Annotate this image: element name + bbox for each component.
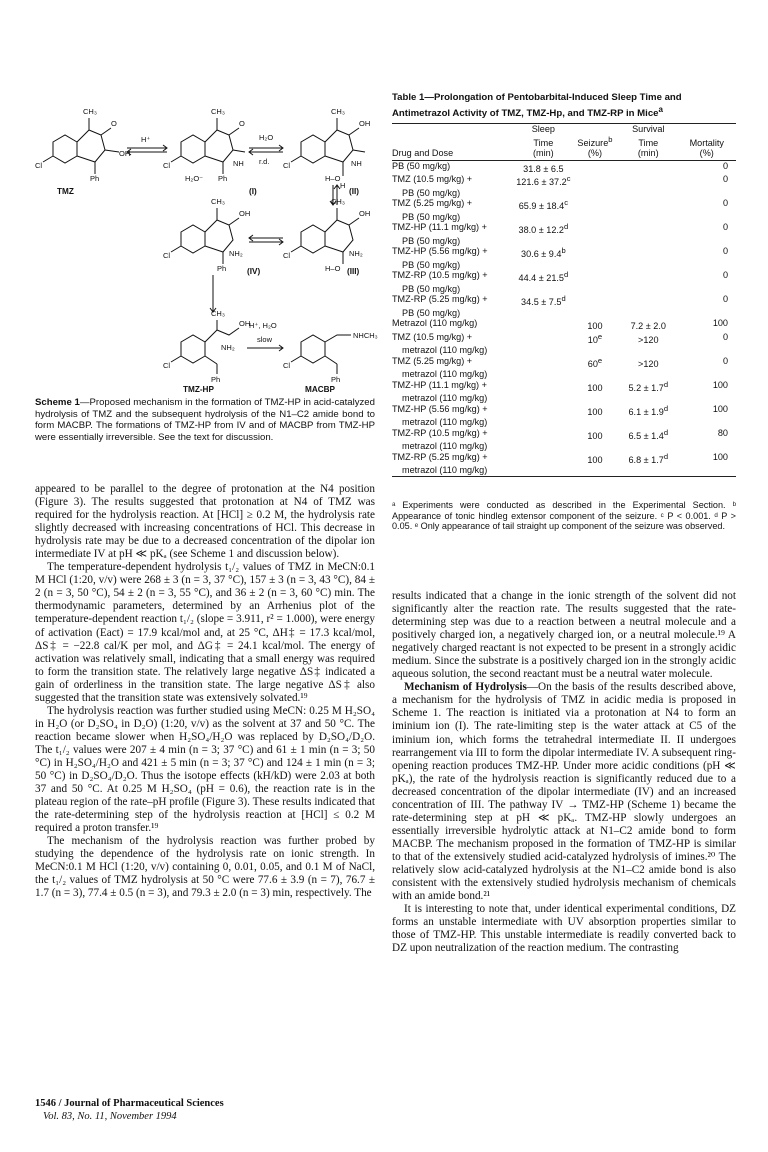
cell-survival-time: >120: [638, 358, 659, 369]
label-ch3: CH₃: [331, 197, 345, 206]
label-nh: NH: [233, 159, 244, 168]
label-ph: Ph: [90, 174, 100, 183]
table-row: [392, 160, 736, 174]
cell-seizure: 100: [587, 454, 603, 465]
cell-empty: [678, 441, 737, 452]
cell-empty: [619, 393, 677, 404]
cell-empty: [619, 441, 677, 452]
cell-drug-continuation: metrazol (110 mg/kg): [402, 369, 488, 380]
cell-empty: [619, 236, 677, 247]
reaction-arrows: [127, 145, 340, 351]
label-ch3: CH₃: [211, 309, 225, 318]
label-oh: OH: [119, 149, 131, 158]
cell-drug-continuation: PB (50 mg/kg): [402, 283, 461, 294]
label-oh: OH: [239, 209, 251, 218]
cell-drug: TMZ-HP (11.1 mg/kg) +: [392, 379, 487, 390]
cell-drug-continuation: PB (50 mg/kg): [402, 259, 461, 270]
cell-sleep-time: [516, 380, 571, 394]
cell-drug: TMZ (5.25 mg/kg) +: [392, 198, 473, 209]
header-mortality-1: Mortality: [689, 137, 724, 148]
cell-seizure: 100: [587, 430, 603, 441]
label-oh: OH: [239, 319, 251, 328]
table-row-continuation: [392, 284, 736, 295]
label-intermediate-ii: (II): [349, 187, 360, 196]
cell-empty: [516, 345, 571, 356]
label-cl: Cl: [35, 161, 43, 170]
header-spacer: [392, 124, 516, 135]
cell-drug: TMZ (10.5 mg/kg) +: [392, 331, 473, 342]
label-nh2: NH₂: [229, 249, 243, 258]
tmz-structure: [43, 118, 119, 174]
label-ch3: CH₃: [331, 107, 345, 116]
cell-survival-time: [619, 222, 677, 236]
cell-empty: [571, 188, 619, 199]
cell-seizure: [571, 222, 619, 236]
cell-mortality: 0: [722, 246, 728, 257]
scheme-caption-text: —Proposed mechanism in the formation of TMZ-HP in acid-catalyzed hydrolysis of TMZ and the subsequent hydrolysis of the N1–C2 amide bond to form MACBP. The formations of TMZ-HP from IV and of MACBP from TMZ-HP were essentially irreversible. See the text for discussion.: [35, 397, 375, 443]
cell-seizure: 100: [587, 321, 603, 332]
cell-sleep-time: [516, 332, 571, 346]
table-row: [392, 356, 736, 370]
cell-empty: [619, 188, 677, 199]
cell-drug: Metrazol (110 mg/kg): [392, 318, 478, 329]
cell-survival-time: [619, 294, 677, 308]
cell-drug: TMZ-RP (10.5 mg/kg) +: [392, 427, 488, 438]
footer-volume: Vol. 83, No. 11, November 1994: [43, 1111, 177, 1122]
scheme-caption: [35, 397, 375, 443]
label-intermediate-iii: (III): [347, 267, 360, 276]
cell-empty: [678, 284, 737, 295]
cell-seizure: [571, 246, 619, 260]
label-nhch3: NHCH₃: [353, 331, 378, 340]
label-nh2: NH₂: [221, 343, 235, 352]
label-macbp: MACBP: [305, 385, 336, 394]
table-row: [392, 318, 736, 332]
label-ho: H–O: [325, 264, 341, 273]
cell-seizure: 100: [587, 382, 603, 393]
cell-drug: PB (50 mg/kg): [392, 160, 451, 171]
table-footnote: ᵃ Experiments were conducted as described in the Experimental Section. ᵇ Appearance of tonic hindleg extensor component of the seizure. ᶜ P < 0.001. ᵈ P > 0.05. ᵉ Only appearance of tail straight up component of the seizure was observed.: [392, 500, 736, 532]
cell-empty: [678, 308, 737, 319]
footer-journal: 1546 / Journal of Pharmaceutical Sciences: [35, 1098, 224, 1109]
table-row-continuation: [392, 212, 736, 223]
label-ch3: CH₃: [83, 107, 97, 116]
header-survival: Survival: [619, 124, 677, 135]
table-row: [392, 198, 736, 212]
cell-empty: [571, 284, 619, 295]
cell-empty: [678, 188, 737, 199]
cell-drug-continuation: PB (50 mg/kg): [402, 235, 461, 246]
cell-survival-time: 6.5 ± 1.4$^d$: [628, 427, 669, 441]
label-ph: Ph: [211, 375, 221, 384]
label-nh: NH: [351, 159, 362, 168]
table-row: [392, 380, 736, 394]
cell-drug: TMZ-HP (11.1 mg/kg) +: [392, 222, 487, 233]
cell-drug-continuation: metrazol (110 mg/kg): [402, 393, 488, 404]
table-row-continuation: [392, 188, 736, 199]
table-row: [392, 452, 736, 466]
table-row: [392, 294, 736, 308]
cell-empty: [516, 260, 571, 271]
cell-seizure: 10e: [587, 331, 603, 345]
cell-drug-continuation: metrazol (110 mg/kg): [402, 441, 488, 452]
cell-empty: [571, 369, 619, 380]
cell-drug: TMZ-HP (5.56 mg/kg) +: [392, 403, 488, 414]
paragraph-text: —On the basis of the results described above, a mechanism for the hydrolysis of TMZ in acidic media is proposed in Scheme 1. The reaction is initiated via a protonation at N4 to form an iminium ion (I). The rate-limiting step is the water attack at C5 of the iminium ion, which forms the tetrahedral intermediate II. II undergoes rearrangement via III to form the dipolar intermediate IV. A subsequent ring-opening reaction produces TMZ-HP. Under more acidic conditions (pH ≪ pKₐ), the rate of the hydrolysis reaction is significantly reduced due to a decreased concentration of the dipolar intermediate (IV) and an increased concentration of III. The pathway IV → TMZ-HP (Scheme 1) became the rate-determining step at pH ≪ pKₐ. TMZ-HP slowly undergoes an essentially irreversible hydrolytic attack at N1–C2 amide bond to form MACBP. The mechanism proposed in the formation of TMZ-HP is similar to that of the extensively studied acid-catalyzed hydrolysis of imines.²⁰ The relatively slow acid-catalyzed hydrolysis at the N1–C2 amide bond is also consistent with the extensively studied hydrolysis mechanism of chemicals with an amide bond.²¹: [392, 681, 736, 903]
cell-empty: [516, 188, 571, 199]
cell-seizure: 60e: [587, 355, 603, 369]
cell-sleep-time: 121.6 ± 37.2$^c$: [516, 174, 571, 188]
cell-drug-continuation: metrazol (110 mg/kg): [392, 465, 516, 476]
header-sleep-3: (min): [516, 148, 571, 160]
scheme-caption-label: Scheme 1: [35, 397, 80, 408]
table-row-continuation: [392, 369, 736, 380]
cell-empty: [571, 260, 619, 271]
paragraph: The mechanism of the hydrolysis reaction was further probed by studying the dependence of the hydrolysis rate on ionic strength. In MeCN:0.1 M HCl (1:20, v/v) containing 0, 0.01, 0.05, and 0.1 M of NaCl, the t₁/₂ values of TMZ hydrolysis at 50 °C were 77.6 ± 3.9 (n = 7), 76.7 ± 1.7 (n = 3), 77.4 ± 0.5 (n = 3), and 79.3 ± 2.0 (n = 3) min, respectively. The: [35, 835, 375, 900]
cell-seizure: [571, 270, 619, 284]
cell-empty: [619, 308, 677, 319]
cell-survival-time: 6.1 ± 1.9$^d$: [628, 403, 669, 417]
label-h2o-minus: H₂O⁻: [185, 174, 204, 183]
label-h2o: H₂O: [259, 133, 274, 142]
cell-sleep-time: 34.5 ± 7.5$^d$: [521, 294, 566, 308]
label-cl: Cl: [283, 161, 291, 170]
cell-mortality: 100: [712, 318, 728, 329]
cell-empty: [678, 465, 737, 476]
cell-empty: [619, 369, 677, 380]
table-row-continuation: [392, 417, 736, 428]
cell-sleep-time: 31.8 ± 6.5: [523, 163, 564, 174]
cell-empty: [571, 212, 619, 223]
cell-sleep-time: [516, 404, 571, 418]
header-drug: Drug and Dose: [392, 148, 516, 160]
page-footer: [35, 1097, 224, 1123]
cell-survival-time: [619, 198, 677, 212]
cell-sleep-time: [516, 318, 571, 332]
cell-survival-time: [619, 174, 677, 188]
cell-survival-time: 5.2 ± 1.7$^d$: [628, 379, 669, 393]
header-seizure: [571, 124, 619, 135]
cell-empty: [516, 236, 571, 247]
cell-mortality: 0: [722, 294, 728, 305]
header-mortality: [678, 124, 737, 135]
table-row-continuation: [392, 345, 736, 356]
label-ho: H–O: [325, 174, 341, 183]
cell-sleep-time: [516, 452, 571, 466]
cell-mortality: 0: [722, 198, 728, 209]
paragraph: results indicated that a change in the ionic strength of the solvent did not significantly alter the reaction rate. The results suggested that the rate-determining step was due to a reaction between a neutral molecule and a positively charged ion, a negatively charged ion, or a neutral molecule.¹⁹ A negatively charged reactant is not expected to be present in a strongly acidic medium. Since the substrate is a positively charged ion in the strongly acidic aqueous solution, the second reactant must be a neutral water molecule.: [392, 590, 736, 681]
cell-empty: [619, 260, 677, 271]
cell-drug: TMZ-HP (5.56 mg/kg) +: [392, 246, 488, 257]
section-heading: Mechanism of Hydrolysis: [404, 681, 527, 694]
label-ph: Ph: [217, 264, 227, 273]
cell-empty: [678, 236, 737, 247]
header-survival-2: Time: [638, 137, 659, 148]
label-rd: r.d.: [259, 157, 270, 166]
cell-survival-time: [619, 160, 677, 174]
cell-drug: TMZ-RP (10.5 mg/kg) +: [392, 270, 488, 281]
table-row: [392, 404, 736, 418]
cell-empty: [678, 212, 737, 223]
table-row: [392, 174, 736, 188]
cell-empty: [516, 441, 571, 452]
cell-empty: [571, 393, 619, 404]
scheme-1-figure: [35, 80, 378, 394]
cell-empty: [516, 308, 571, 319]
table-row-continuation: [392, 393, 736, 404]
label-cl: Cl: [283, 251, 291, 260]
cell-seizure: [571, 174, 619, 188]
label-cl: Cl: [163, 251, 171, 260]
cell-empty: [678, 260, 737, 271]
cell-empty: [516, 369, 571, 380]
cell-empty: [516, 465, 571, 476]
label-nh2: NH₂: [349, 249, 363, 258]
label-ch3: CH₃: [211, 197, 225, 206]
cell-mortality: 0: [722, 331, 728, 342]
header-sleep-2: Time: [533, 137, 554, 148]
label-ch3: CH₃: [211, 107, 225, 116]
paragraph: The hydrolysis reaction was further studied using MeCN: 0.25 M H₂SO₄ in H₂O (or D₂SO₄ in D₂O) (1:20, v/v) as the solvent at 37 and 50 °C. The reaction became slower when H₂SO₄/H₂O was replaced by D₂SO₄/D₂O. The t₁/₂ values were 207 ± 4 min (n = 3; 37 °C) and 61 ± 1 min (n = 3; 50 °C) in H₂SO₄/H₂O and 421 ± 5 min (n = 3; 37 °C) and 124 ± 1 min (n = 3; 50 °C) in D₂SO₄/D₂O. Thus the isotope effects (kH/kD) were 2.03 at both 37 and 50 °C. At 0.25 M H₂SO₄ (pH = 0.6), the reaction rate is in the plateau region of the rate–pH profile (Figure 3). These results indicated that the rate-determining step of the hydrolysis reaction at [HCl] ≤ 0.2 M required a proton transfer.¹⁹: [35, 704, 375, 835]
cell-seizure: [571, 294, 619, 308]
label-cl: Cl: [283, 361, 291, 370]
table-title-text: Table 1—Prolongation of Pentobarbital-Induced Sleep Time and Antimetrazol Activity of TMZ, TMZ-Hp, and TMZ-RP in Mice: [392, 92, 682, 119]
paragraph: appeared to be parallel to the degree of protonation at the N4 position (Figure 3). The results suggested that protonation at N4 of TMZ was required for the hydrolysis reaction. At [HCl] ≥ 0.2 M, the hydrolysis rate slightly decreased with increasing concentrations of HCl. This decrease in hydrolysis rate may be due to a decreased concentration of the dipolar ion intermediate IV at pH ≪ pKₐ (see Scheme 1 and discussion below).: [35, 483, 375, 561]
label-tmz-hp: TMZ-HP: [183, 385, 214, 394]
table-row: [392, 332, 736, 346]
cell-empty: [571, 465, 619, 476]
label-o: O: [111, 119, 117, 128]
table-row: [392, 428, 736, 442]
table-row: [392, 270, 736, 284]
table-row: [392, 246, 736, 260]
table-row: [392, 222, 736, 236]
cell-empty: [571, 345, 619, 356]
table-row-continuation: [392, 236, 736, 247]
cell-mortality: 0: [722, 160, 728, 171]
cell-sleep-time: 38.0 ± 12.2$^d$: [518, 222, 569, 236]
cell-mortality: 100: [712, 379, 728, 390]
paragraph: It is interesting to note that, under identical experimental conditions, DZ forms an unstable intermediate with UV absorption properties similar to those of TMZ-HP. This unstable intermediate is readily converted back to DZ upon neutralization of the reaction medium. The contrasting: [392, 903, 736, 955]
cell-empty: [678, 417, 737, 428]
cell-empty: [678, 369, 737, 380]
label-ph: Ph: [218, 174, 228, 183]
label-hplus: H⁺: [141, 135, 151, 144]
cell-empty: [516, 284, 571, 295]
cell-drug: TMZ (5.25 mg/kg) +: [392, 355, 473, 366]
cell-drug: TMZ-RP (5.25 mg/kg) +: [392, 451, 488, 462]
cell-mortality: 100: [712, 451, 728, 462]
cell-mortality: 100: [712, 403, 728, 414]
label-h: H: [340, 181, 346, 190]
cell-empty: [678, 345, 737, 356]
cell-survival-time: 6.8 ± 1.7$^d$: [628, 451, 669, 465]
cell-drug: TMZ (10.5 mg/kg) +: [392, 174, 473, 185]
cell-empty: [678, 393, 737, 404]
cell-drug-continuation: PB (50 mg/kg): [402, 187, 461, 198]
table-title: [392, 92, 736, 119]
cell-sleep-time: 30.6 ± 9.4$^b$: [521, 246, 566, 260]
cell-empty: [619, 284, 677, 295]
table-row-continuation: [392, 308, 736, 319]
cell-mortality: 80: [717, 427, 728, 438]
right-column-text: [392, 590, 736, 955]
cell-sleep-time: [516, 356, 571, 370]
cell-survival-time: >120: [638, 334, 659, 345]
cell-seizure: [571, 198, 619, 212]
table-row-continuation: [392, 465, 736, 476]
cell-drug-continuation: PB (50 mg/kg): [402, 211, 461, 222]
cell-mortality: 0: [722, 174, 728, 185]
label-tmz: TMZ: [57, 187, 74, 196]
label-oh: OH: [359, 119, 371, 128]
table-title-sup: a: [658, 104, 663, 114]
cell-seizure: [571, 160, 619, 174]
label-oh: OH: [359, 209, 371, 218]
label-cl: Cl: [163, 161, 171, 170]
cell-seizure: 100: [587, 406, 603, 417]
table-row-continuation: [392, 260, 736, 271]
header-seizure-1: Seizure$^b$: [577, 134, 613, 148]
label-intermediate-i: (I): [249, 187, 257, 196]
cell-mortality: 0: [722, 270, 728, 281]
cell-drug-continuation: PB (50 mg/kg): [402, 307, 461, 318]
cell-empty: [571, 236, 619, 247]
label-o: O: [239, 119, 245, 128]
table-row-continuation: [392, 441, 736, 452]
cell-empty: [571, 308, 619, 319]
cell-sleep-time: 44.4 ± 21.5$^d$: [518, 270, 569, 284]
table-1: [392, 123, 736, 477]
cell-empty: [619, 465, 677, 476]
cell-survival-time: [619, 270, 677, 284]
header-seizure-2: (%): [571, 148, 619, 160]
cell-empty: [619, 417, 677, 428]
label-cl: Cl: [163, 361, 171, 370]
cell-survival-time: 7.2 ± 2.0: [630, 321, 666, 332]
label-ph: Ph: [331, 375, 341, 384]
macbp-structure: [291, 335, 351, 374]
cell-empty: [619, 212, 677, 223]
header-survival-3: (min): [619, 148, 677, 160]
left-column-text: [35, 483, 375, 901]
cell-empty: [516, 417, 571, 428]
cell-drug-continuation: metrazol (110 mg/kg): [402, 417, 488, 428]
cell-mortality: 0: [722, 355, 728, 366]
cell-sleep-time: [516, 428, 571, 442]
paragraph: [392, 681, 736, 903]
cell-sleep-time: 65.9 ± 18.4$^c$: [518, 198, 568, 212]
cell-drug: TMZ-RP (5.25 mg/kg) +: [392, 294, 488, 305]
cell-empty: [571, 417, 619, 428]
cell-drug-continuation: metrazol (110 mg/kg): [402, 345, 488, 356]
label-hplus-h2o: H⁺, H₂O: [249, 321, 277, 330]
cell-empty: [516, 212, 571, 223]
cell-empty: [619, 345, 677, 356]
cell-empty: [516, 393, 571, 404]
paragraph: The temperature-dependent hydrolysis t₁/₂ values of TMZ in MeCN:0.1 M HCl (1:20, v/v) were 268 ± 3 (n = 3, 37 °C), 157 ± 3 (n = 3, 43 °C), 84 ± 2 (n = 3, 50 °C), 54 ± 2 (n = 3, 55 °C), and 36 ± 2 (n = 3, 60 °C) min. The thermodynamic parameters, determined by an Arrhenius plot of the temperature-dependent reaction t₁/₂ (slope = 3.911, r² = 1.000), were energy of activation (Eact) = 17.9 kcal/mol and, at 25 °C, ΔH‡ = 17.3 kcal/mol, ΔS‡ = −22.8 cal/K per mol, and ΔG‡ = 24.1 kcal/mol. The energy of activation was relatively small, indicating that a small energy was required to form the transition state. The relatively large negative ΔS‡ indicated a gain of orderliness in the transition state. The large negative ΔS‡ also suggested that the transition state was extensively solvated.¹⁹: [35, 561, 375, 704]
label-intermediate-iv: (IV): [247, 267, 261, 276]
header-sleep: Sleep: [516, 124, 571, 135]
cell-empty: [571, 441, 619, 452]
header-mortality-2: (%): [678, 148, 737, 160]
cell-mortality: 0: [722, 222, 728, 233]
cell-survival-time: [619, 246, 677, 260]
label-slow: slow: [257, 335, 273, 344]
